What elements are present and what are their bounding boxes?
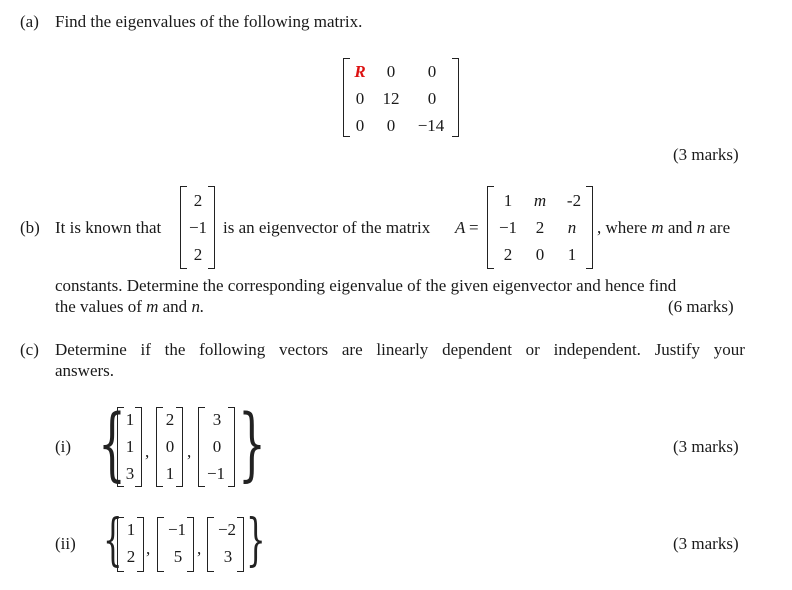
matrix-cell: 0	[386, 62, 396, 81]
vector-entry: 0	[165, 437, 175, 456]
part-c-line-2: answers.	[55, 361, 115, 380]
part-c-line-1	[55, 341, 745, 358]
part-b-line-2: constants. Determine the corresponding eigenvalue of the given eigenvector and hence find	[55, 276, 677, 295]
right-brace: }	[246, 508, 266, 573]
vector-entry: 2	[193, 191, 203, 210]
vector-entry: −1	[188, 218, 208, 237]
vector-entry: 3	[125, 464, 135, 483]
matrix-left-bracket	[343, 58, 350, 137]
comma: ,	[197, 539, 202, 558]
left-brace: {	[98, 397, 126, 490]
matrix-cell: 1	[503, 191, 513, 210]
vector-entry: 2	[193, 245, 203, 264]
vector-entry: 3	[223, 547, 233, 566]
comma: ,	[145, 442, 150, 461]
matrix-cell: 0	[355, 116, 365, 135]
matrix-cell: 2	[535, 218, 545, 237]
vector-entry: 2	[165, 410, 175, 429]
line3-pre: the values of	[55, 297, 142, 316]
comma: ,	[146, 539, 151, 558]
part-a-question: Find the eigenvalues of the following matrix.	[55, 12, 363, 31]
left-brace: {	[103, 508, 123, 573]
word: independent.	[553, 340, 641, 359]
matrix-cell-r: R	[354, 62, 366, 81]
vector-entry: 3	[212, 410, 222, 429]
matrix-cell: 2	[503, 245, 513, 264]
var-m: m	[146, 297, 159, 316]
vector-entry: 1	[125, 437, 135, 456]
part-b-text-2: is an eigenvector of the matrix	[223, 218, 431, 237]
vector-entry: 0	[212, 437, 222, 456]
vector-entry: −1	[167, 520, 187, 539]
word: the	[164, 340, 186, 359]
var-m: m	[651, 218, 664, 237]
matrix-right-bracket	[452, 58, 459, 137]
right-brace: }	[238, 397, 266, 490]
sub-ii-label: (ii)	[55, 534, 76, 553]
part-b-text-3	[597, 219, 730, 236]
matrix-cell: −14	[417, 116, 445, 135]
where-text: , where	[597, 218, 648, 237]
line3-and: and	[162, 297, 188, 316]
word: or	[525, 340, 540, 359]
matrix-cell: 0	[535, 245, 545, 264]
vector-entry: 5	[173, 547, 183, 566]
word: your	[713, 340, 745, 359]
word: dependent	[442, 340, 512, 359]
part-b-text-1: It is known that	[55, 218, 162, 237]
equals-sign: =	[469, 218, 479, 237]
vector-entry: −2	[217, 520, 237, 539]
matrix-cell: 0	[386, 116, 396, 135]
and-text: and	[667, 218, 693, 237]
are-text: are	[709, 218, 731, 237]
matrix-cell: n	[567, 218, 577, 237]
part-c-label: (c)	[20, 340, 39, 359]
part-b-line-3	[55, 298, 204, 315]
word: if	[140, 340, 151, 359]
sub-i-label: (i)	[55, 437, 72, 456]
matrix-cell: -2	[566, 191, 582, 210]
vector-entry: 1	[125, 410, 135, 429]
vector-entry: 2	[126, 547, 136, 566]
matrix-cell: m	[533, 191, 547, 210]
sub-ii-marks: (3 marks)	[673, 534, 739, 553]
word: linearly	[376, 340, 429, 359]
part-b-marks: (6 marks)	[668, 297, 734, 316]
vector-entry: 1	[165, 464, 175, 483]
matrix-cell: −1	[498, 218, 518, 237]
vector-entry: 1	[126, 520, 136, 539]
word: vectors	[279, 340, 329, 359]
word: Determine	[55, 340, 127, 359]
part-b-label: (b)	[20, 218, 40, 237]
matrix-cell: 0	[427, 89, 437, 108]
part-a-marks: (3 marks)	[673, 145, 739, 164]
var-n: n.	[191, 297, 205, 316]
var-n: n	[696, 218, 706, 237]
word: following	[199, 340, 266, 359]
matrix-cell: 0	[355, 89, 365, 108]
sub-i-marks: (3 marks)	[673, 437, 739, 456]
matrix-cell: 0	[427, 62, 437, 81]
part-a-label: (a)	[20, 12, 39, 31]
matrix-cell: 1	[567, 245, 577, 264]
comma: ,	[187, 442, 192, 461]
matrix-name: A	[455, 218, 466, 237]
word: are	[341, 340, 363, 359]
word: Justify	[654, 340, 701, 359]
vector-entry: −1	[206, 464, 226, 483]
matrix-cell: 12	[382, 89, 400, 108]
